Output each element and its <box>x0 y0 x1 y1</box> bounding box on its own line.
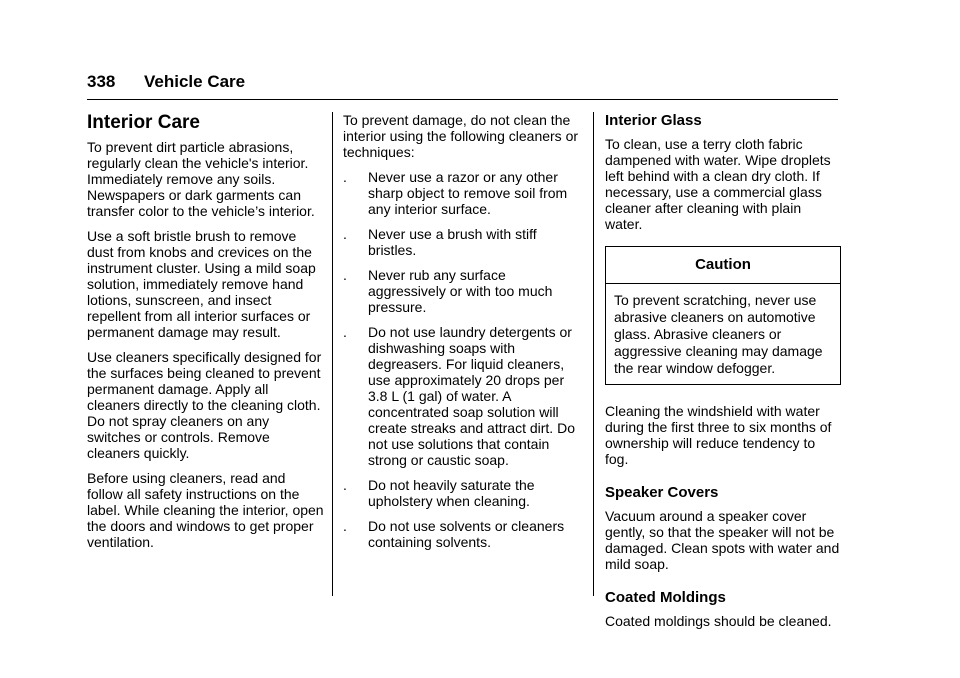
list-item-text: Never rub any surface aggressively or with too much pressure. <box>368 267 553 315</box>
caution-title: Caution <box>606 247 840 284</box>
bullet-glyph: . <box>343 477 347 493</box>
bullet-glyph: . <box>343 169 347 185</box>
list-item-text: Do not use laundry detergents or dishwashing soaps with degreasers. For liquid cleaners, use approximately 20 drops per 3.8 L (1 gal) of water. A concentrated soap solution will create streaks and attract dirt. Do not use solutions that contain strong or caustic soap. <box>368 324 575 468</box>
paragraph: Use cleaners specifically designed for the surfaces being cleaned to prevent permanent damage. Apply all cleaners directly to the cleaning cloth. Do not spray cleaners on any switches or controls. Remove cleaners quickly. <box>87 349 322 461</box>
paragraph: Before using cleaners, read and follow all safety instructions on the label. While cleaning the interior, open the doors and windows to get proper ventilation. <box>87 470 324 550</box>
list-item-text: Never use a razor or any other sharp object to remove soil from any interior surface. <box>368 169 568 217</box>
section-title: Vehicle Care <box>144 72 246 91</box>
list-item <box>343 226 583 258</box>
caution-text: To prevent scratching, never use abrasive cleaners on automotive glass. Abrasive cleaners or aggressive cleaning may damage the rear window defogger. <box>614 292 823 376</box>
list-item <box>343 324 583 468</box>
caution-box <box>605 246 841 385</box>
cleaners-list <box>343 169 583 550</box>
column-right <box>605 112 841 638</box>
page-header <box>87 71 838 101</box>
bullet-glyph: . <box>343 226 347 242</box>
paragraph: To prevent dirt particle abrasions, regularly clean the vehicle's interior. Immediately remove any soils. Newspapers or dark garments can transfer color to the vehicle’s interior. <box>87 139 315 219</box>
list-item-text: Do not use solvents or cleaners containing solvents. <box>368 518 565 550</box>
paragraph: Use a soft bristle brush to remove dust from knobs and crevices on the instrument cluster. Using a mild soap solution, immediately remove hand lotions, sunscreen, and insect repellent from all interior surfaces or permanent damage may result. <box>87 228 316 340</box>
interior-glass-heading: Interior Glass <box>605 112 702 129</box>
coated-moldings-heading: Coated Moldings <box>605 589 726 606</box>
page-number: 338 <box>87 72 116 91</box>
interior-glass-text: To clean, use a terry cloth fabric dampened with water. Wipe droplets left behind with a clean dry cloth. If necessary, use a commercial glass cleaner after cleaning with plain water. <box>605 136 831 232</box>
bullet-glyph: . <box>343 267 347 283</box>
speaker-covers-text: Vacuum around a speaker cover gently, so that the speaker will not be damaged. Clean spots with water and mild soap. <box>605 508 840 572</box>
list-item <box>343 477 583 509</box>
list-item <box>343 518 583 550</box>
column-divider-2 <box>593 112 594 596</box>
list-item-text: Do not heavily saturate the upholstery when cleaning. <box>368 477 535 509</box>
bullet-glyph: . <box>343 324 347 340</box>
header-rule <box>87 99 838 100</box>
list-item-text: Never use a brush with stiff bristles. <box>368 226 537 258</box>
column-middle <box>343 112 583 559</box>
windshield-text: Cleaning the windshield with water during the first three to six months of ownership will reduce tendency to fog. <box>605 403 832 467</box>
coated-moldings-text: Coated moldings should be cleaned. <box>605 613 832 629</box>
bullet-glyph: . <box>343 518 347 534</box>
column-left <box>87 112 325 559</box>
cleaners-intro: To prevent damage, do not clean the interior using the following cleaners or techniques: <box>343 112 579 160</box>
column-divider-1 <box>332 112 333 596</box>
speaker-covers-heading: Speaker Covers <box>605 484 719 501</box>
list-item <box>343 169 583 217</box>
list-item <box>343 267 583 315</box>
interior-care-heading: Interior Care <box>87 112 200 133</box>
